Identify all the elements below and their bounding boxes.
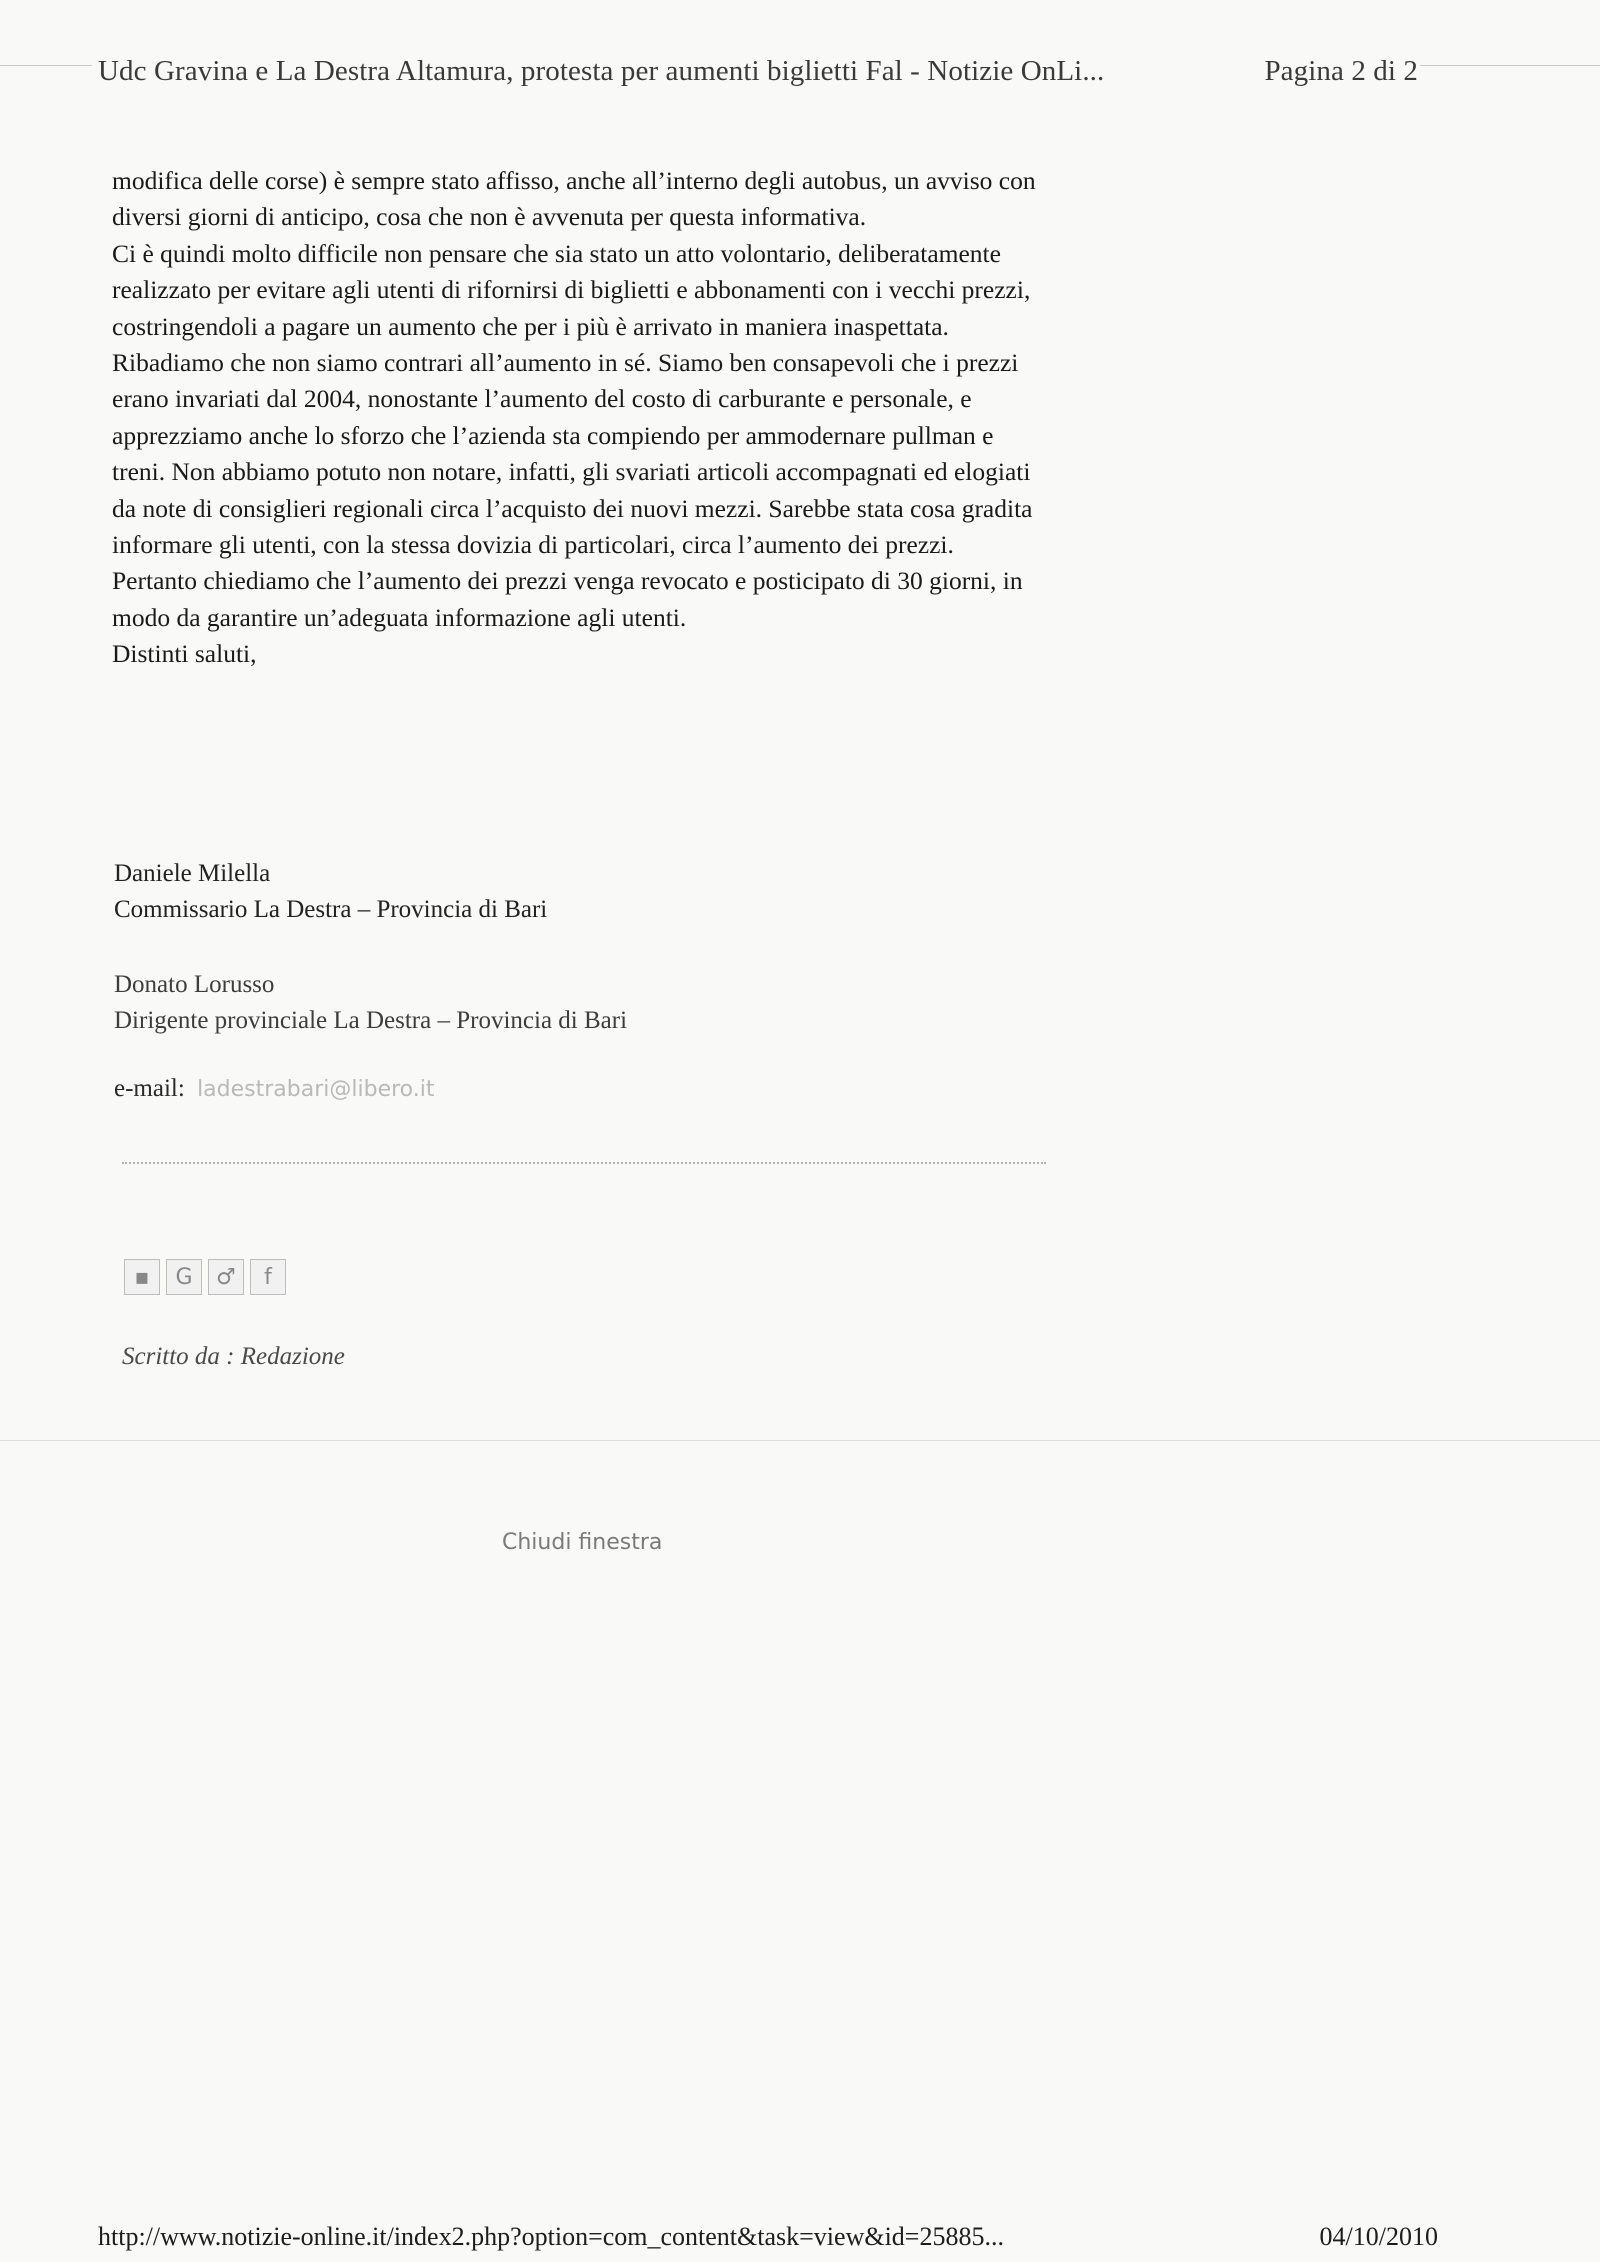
- footer-date: 04/10/2010: [1319, 2222, 1438, 2251]
- signature-block-lorusso: [114, 967, 627, 1039]
- email-row: [114, 1075, 434, 1103]
- paragraph: Distinti saluti,: [112, 639, 257, 669]
- page-indicator: Pagina 2 di 2: [1264, 55, 1418, 87]
- signature-block-milella: [114, 856, 547, 928]
- email-link[interactable]: ladestrabari@libero.it: [197, 1077, 435, 1102]
- facebook-icon[interactable]: f: [250, 1259, 286, 1295]
- signature-role: Dirigente provinciale La Destra – Provincia di Bari: [114, 1007, 628, 1034]
- print-footer: [98, 2222, 1438, 2252]
- header-rule-left: [0, 65, 92, 66]
- section-rule: [0, 1440, 1600, 1441]
- paragraph: Ci è quindi molto difficile non pensare che sia stato un atto volontario, deliberatamente realizzato per evitare agli utenti di rifornirsi di biglietti e abbonamenti con i vecchi prezzi, costringendoli a pagare un aumento che per i più è arrivato in maniera inaspettata.: [112, 238, 1031, 341]
- signature-name: Daniele Milella: [114, 860, 271, 887]
- google-icon[interactable]: G: [166, 1259, 202, 1295]
- signature-name: Donato Lorusso: [114, 971, 275, 998]
- signature-role: Commissario La Destra – Provincia di Bari: [114, 896, 548, 923]
- author-line: Scritto da : Redazione: [122, 1343, 345, 1370]
- paragraph: Pertanto chiediamo che l’aumento dei prezzi venga revocato e posticipato di 30 giorni, in modo da garantire un’adeguata informazione agli utenti.: [112, 566, 1023, 632]
- page-title: Udc Gravina e La Destra Altamura, protesta per aumenti biglietti Fal - Notizie OnLi...: [98, 55, 1105, 87]
- header-rule-right: [1420, 65, 1600, 66]
- close-window-link[interactable]: Chiudi finestra: [502, 1530, 663, 1555]
- footer-url: http://www.notizie-online.it/index2.php?option=com_content&task=view&id=25885...: [98, 2222, 1004, 2251]
- paragraph: modifica delle corse) è sempre stato affisso, anche all’interno degli autobus, un avviso con diversi giorni di anticipo, cosa che non è avvenuta per questa informativa.: [112, 166, 1036, 232]
- delicious-icon[interactable]: ▪: [124, 1259, 160, 1295]
- email-label: e-mail:: [114, 1075, 185, 1102]
- social-bookmarks: [124, 1259, 286, 1295]
- paragraph: Ribadiamo che non siamo contrari all’aumento in sé. Siamo ben consapevoli che i prezzi erano invariati dal 2004, nonostante l’aumento del costo di carburante e personale, e apprezziamo anche lo sforzo che l’azienda sta compiendo per ammodernare pullman e treni. Non abbiamo potuto non notare, infatti, gli svariati articoli accompagnati ed elogiati da note di consiglieri regionali circa l’acquisto dei nuovi mezzi. Sarebbe stata cosa gradita informare gli utenti, con la stessa dovizia di particolari, circa l’aumento dei prezzi.: [112, 348, 1033, 560]
- article-body: [112, 163, 1052, 673]
- print-header: [98, 38, 1418, 88]
- digg-icon[interactable]: ♂: [208, 1259, 244, 1295]
- dotted-divider: [122, 1162, 1046, 1164]
